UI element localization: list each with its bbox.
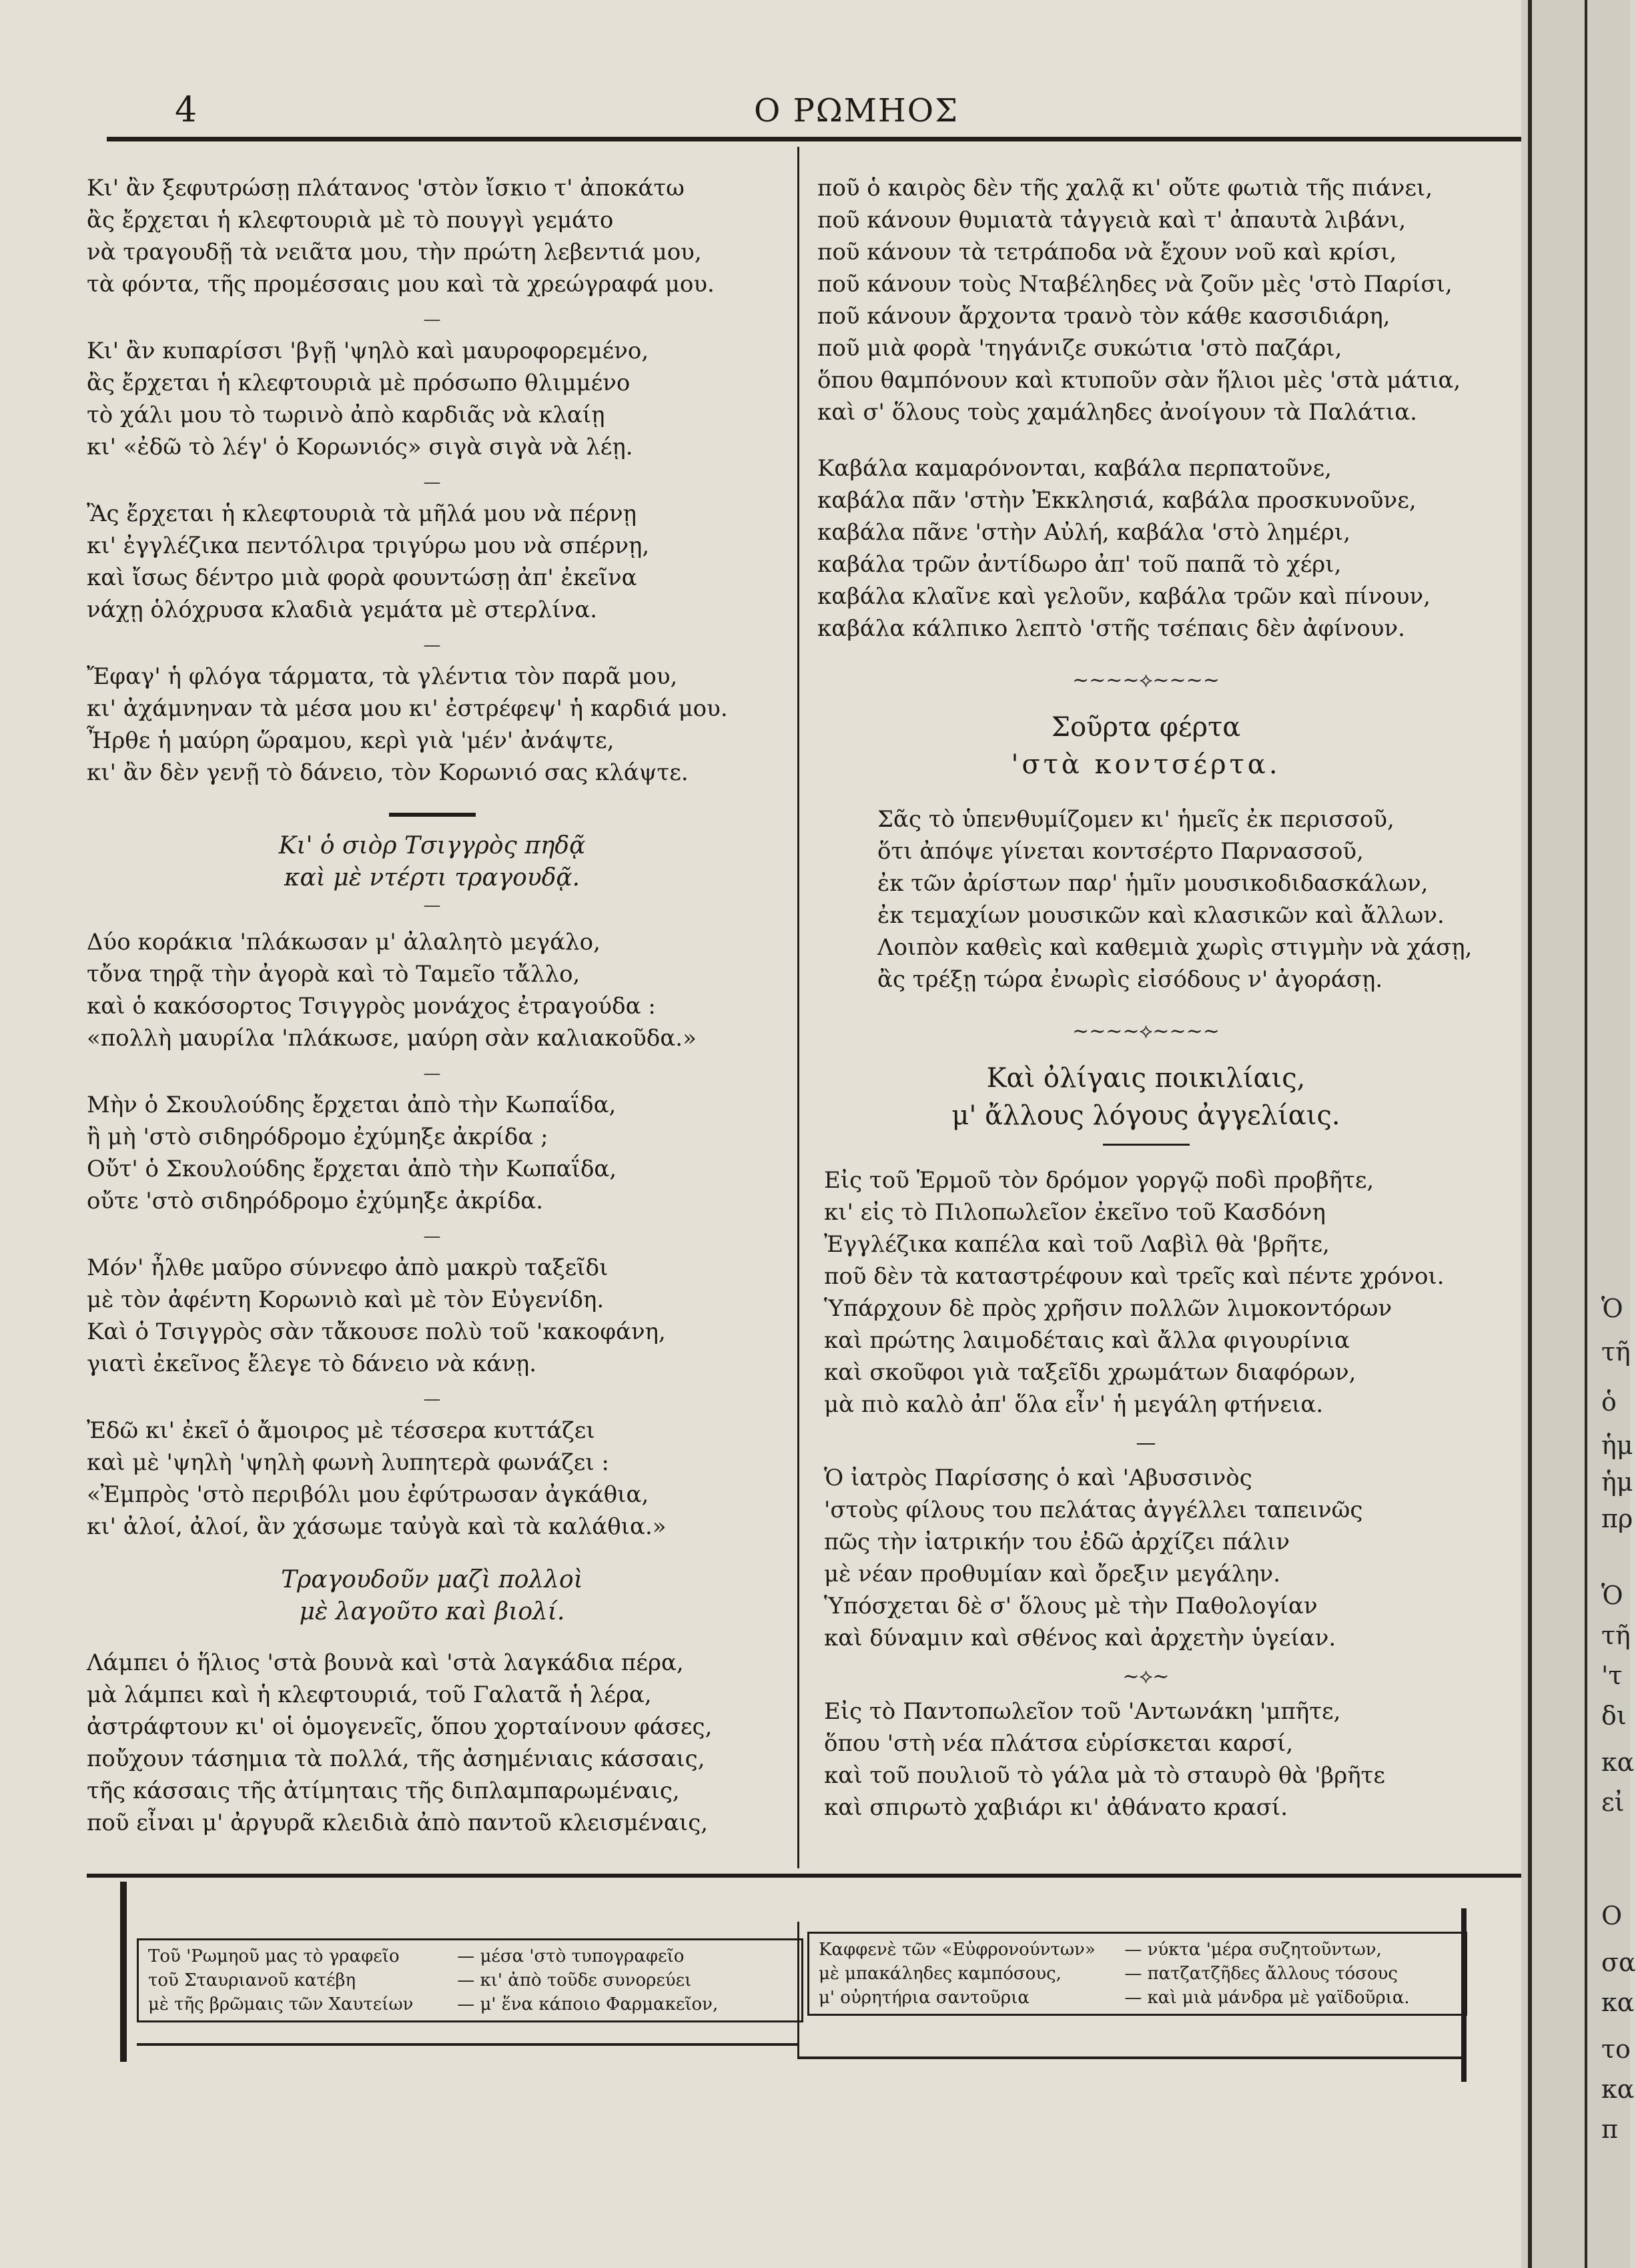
- ad-divider: ~⟡~: [1122, 1665, 1170, 1688]
- text-line: κι' ἀλοί, ἀλοί, ἂν χάσωμε ταὐγὰ καὶ τὰ καλάθια.»: [87, 1513, 667, 1540]
- stanza: [87, 1647, 777, 1839]
- stanza-dash: —: [423, 635, 441, 655]
- text-line: ἀστράφτουν κι' οἱ ὁμογενεῖς, ὅπου χορταίνουν φάσες,: [87, 1714, 713, 1740]
- footer-box-cell: Τοῦ 'Ρωμηοῦ μας τὸ γραφεῖο: [148, 1946, 400, 1966]
- poem-section: [817, 172, 1475, 645]
- edge-fragment: ὁ: [1601, 1387, 1617, 1417]
- text-line: ποῦ κάνουν τὰ τετράποδα νὰ ἔχουν νοῦ καὶ κρίσι,: [817, 239, 1397, 266]
- text-line: Σᾶς τὸ ὑπενθυμίζομεν κι' ἡμεῖς ἐκ περισσοῦ,: [877, 806, 1394, 833]
- edge-fragment: κα: [1601, 1988, 1635, 2017]
- footer-box-row: [148, 1992, 792, 2016]
- section-bar: [389, 813, 476, 817]
- text-line: καὶ σκοῦφοι γιὰ ταξεῖδι χρωμάτων διαφόρων,: [824, 1359, 1356, 1386]
- text-line: νὰ τραγουδῇ τὰ νειᾶτα μου, τὴν πρώτη λεβεντιά μου,: [87, 239, 702, 266]
- text-line: ἂς ἔρχεται ἡ κλεφτουριὰ μὲ πρόσωπο θλιμμένο: [87, 370, 631, 396]
- text-line: ποῦ κάνουν τοὺς Νταβέληδες νὰ ζοῦν μὲς 'στὸ Παρίσι,: [817, 271, 1453, 298]
- footer-box-row: [819, 1962, 1456, 1986]
- section-title: [817, 1060, 1475, 1134]
- stanza-dash: —: [423, 310, 441, 330]
- stanza-dash: —: [423, 1064, 441, 1084]
- text-line: Ἔφαγ' ἡ φλόγα τάρματα, τὰ γλέντια τὸν παρᾶ μου,: [87, 663, 678, 690]
- edge-fragment: κα: [1601, 1748, 1635, 1777]
- edge-fragment: π: [1601, 2115, 1618, 2144]
- text-line: καὶ ἴσως δέντρο μιὰ φορὰ φουντώσῃ ἀπ' ἐκεῖνα: [87, 564, 637, 591]
- text-line: μὰ πιὸ καλὸ ἀπ' ὅλα εἶν' ἡ μεγάλη φτήνεια.: [824, 1391, 1324, 1418]
- text-line: τὰ φόντα, τῆς προμέσσαις μου καὶ τὰ χρεώγραφά μου.: [87, 271, 715, 298]
- footer-box-row: [819, 1938, 1456, 1962]
- header-rule: [107, 137, 1521, 141]
- text-line: κι' ἐγγλέζικα πεντόλιρα τριγύρω μου νὰ σπέρνῃ,: [87, 532, 650, 559]
- footer-rule: [87, 1874, 1521, 1878]
- text-line: Κι' ἂν ξεφυτρώσῃ πλάτανος 'στὸν ἴσκιο τ' ἀποκάτω: [87, 175, 685, 202]
- stanza: [87, 1252, 777, 1380]
- text-line: Τραγουδοῦν μαζὶ πολλοὶ: [281, 1566, 583, 1593]
- text-line: καβάλα κάλπικο λεπτὸ 'στῆς τσέπαις δὲν ἀφίνουν.: [817, 615, 1405, 642]
- text-line: Μόν' ἦλθε μαῦρο σύννεφο ἀπὸ μακρὺ ταξεῖδι: [87, 1254, 608, 1281]
- poem-section: [87, 172, 777, 789]
- text-line: Καὶ ὀλίγαις ποικιλίαις,: [986, 1063, 1306, 1094]
- footer-box-left: [137, 1938, 803, 2022]
- edge-fragment: ἡμ: [1601, 1467, 1633, 1497]
- text-line: Κι' ὁ σιὸρ Τσιγγρὸς πηδᾷ: [278, 832, 586, 859]
- text-line: νάχῃ ὁλόχρυσα κλαδιὰ γεμάτα μὲ στερλίνα.: [87, 597, 598, 623]
- text-line: τῆς κάσσαις τῆς ἀτίμηταις τῆς διπλαμπαρωμέναις,: [87, 1778, 680, 1804]
- text-line: Οὔτ' ὁ Σκουλούδης ἔρχεται ἀπὸ τὴν Κωπαΐδα,: [87, 1156, 617, 1182]
- text-line: ἂς ἔρχεται ἡ κλεφτουριὰ μὲ τὸ πουγγὶ γεμάτο: [87, 207, 614, 234]
- poem-section: [87, 926, 777, 1543]
- edge-fragment: το: [1601, 2034, 1631, 2064]
- text-line: Εἰς τὸ Παντοπωλεῖον τοῦ 'Αντωνάκη 'μπῆτε,: [824, 1698, 1341, 1725]
- text-line: τὸ χάλι μου τὸ τωρινὸ ἀπὸ καρδιᾶς νὰ κλαίῃ: [87, 402, 605, 428]
- edge-fragment: Ὁ: [1601, 1294, 1623, 1323]
- text-line: ἐκ τῶν ἀρίστων παρ' ἡμῖν μουσικοδιδασκάλων,: [877, 870, 1428, 897]
- text-line: κι' ἂν δὲν γενῇ τὸ δάνειο, τὸν Κορωνιό σας κλάψτε.: [87, 759, 689, 786]
- text-line: Ἐδῶ κι' ἐκεῖ ὁ ἄμοιρος μὲ τέσσερα κυττάζει: [87, 1417, 595, 1444]
- text-line: μὰ λάμπει καὶ ἡ κλεφτουριά, τοῦ Γαλατᾶ ἡ λέρα,: [87, 1681, 652, 1708]
- edge-fragment: τῆ: [1601, 1337, 1631, 1367]
- stanza-dash: —: [423, 472, 441, 492]
- text-line: πῶς τὴν ἰατρικήν του ἐδῶ ἀρχίζει πάλιν: [824, 1529, 1290, 1555]
- footer-box-cell: — μέσα 'στὸ τυπογραφεῖο: [457, 1946, 685, 1966]
- footer-box-row: [819, 1986, 1456, 2010]
- stanza-dash: —: [423, 1226, 441, 1246]
- footer-box-cell: — νύκτα 'μέρα συζητοῦντων,: [1124, 1940, 1382, 1960]
- text-line: «πολλὴ μαυρίλα 'πλάκωσε, μαύρη σὰν καλιακοῦδα.»: [87, 1025, 697, 1052]
- advertisement: [817, 1164, 1475, 1421]
- text-line: Ἦρθε ἡ μαύρη ὥραμου, κερὶ γιὰ 'μέν' ἀνάψτε,: [87, 727, 615, 754]
- italic-caption: [87, 1564, 777, 1628]
- edge-fragment: πρ: [1601, 1504, 1633, 1533]
- text-line: ποῦ ὁ καιρὸς δὲν τῆς χαλᾷ κι' οὔτε φωτιὰ τῆς πιάνει,: [817, 175, 1433, 202]
- edge-fragment: σα: [1601, 1948, 1636, 1977]
- text-line: Λάμπει ὁ ἥλιος 'στὰ βουνὰ καὶ 'στὰ λαγκάδια πέρα,: [87, 1649, 684, 1676]
- edge-fragment: τῆ: [1601, 1621, 1631, 1650]
- footer-box-right: [807, 1932, 1467, 2016]
- text-line: Μὴν ὁ Σκουλούδης ἔρχεται ἀπὸ τὴν Κωπαΐδα,: [87, 1092, 617, 1118]
- footer-box-cell: — κι' ἀπὸ τοῦδε συνορεύει: [457, 1970, 692, 1990]
- edge-fragment: δι: [1601, 1701, 1627, 1730]
- text-line: Καὶ ὁ Τσιγγρὸς σὰν τἄκουσε πολὺ τοῦ 'κακοφάνη,: [87, 1318, 666, 1345]
- right-column: [817, 172, 1475, 1848]
- stanza: [817, 803, 1475, 996]
- text-line: ἢ μὴ 'στὸ σιδηρόδρομο ἐχύμηξε ἀκρίδα ;: [87, 1124, 548, 1150]
- text-line: ὅπου 'στὴ νέα πλάτσα εὑρίσκεται καρσί,: [824, 1730, 1294, 1757]
- stanza: [87, 1415, 777, 1543]
- text-line: 'στοὺς φίλους του πελάτας ἀγγέλλει ταπεινῶς: [824, 1497, 1363, 1523]
- text-line: κι' εἰς τὸ Πιλοπωλεῖον ἐκεῖνο τοῦ Κασδόνη: [824, 1199, 1326, 1226]
- text-line: καὶ ὁ κακόσορτος Τσιγγρὸς μονάχος ἐτραγούδα :: [87, 993, 656, 1020]
- text-line: Σοῦρτα φέρτα: [1051, 712, 1241, 743]
- text-line: καὶ σπιρωτὸ χαβιάρι κι' ἀθάνατο κρασί.: [824, 1794, 1288, 1821]
- footer-box-cell: — πατζατζῆδες ἄλλους τόσους: [1124, 1964, 1398, 1984]
- binding-line: [1528, 0, 1532, 2268]
- footer-box-cell: τοῦ Σταυριανοῦ κατέβη: [148, 1970, 356, 1990]
- text-line: Καβάλα καμαρόνονται, καβάλα περπατοῦνε,: [817, 455, 1332, 482]
- text-line: καβάλα πᾶν 'στὴν Ἐκκλησιά, καβάλα προσκυνοῦνε,: [817, 487, 1416, 514]
- footer-box-cell: — καὶ μιὰ μάνδρα μὲ γαϊδοῦρια.: [1124, 1988, 1410, 2008]
- footer-box-cell: Καφφενὲ τῶν «Εὐφρονούντων»: [819, 1940, 1096, 1960]
- stanza: [87, 926, 777, 1054]
- text-line: «Ἐμπρὸς 'στὸ περιβόλι μου ἐφύτρωσαν ἀγκάθια,: [87, 1481, 649, 1508]
- column-divider: [797, 147, 799, 1868]
- stanza-dash: —: [423, 1389, 441, 1409]
- advertisement: [817, 1695, 1475, 1824]
- text-line: ὅτι ἀπόψε γίνεται κοντσέρτο Παρνασσοῦ,: [877, 838, 1364, 865]
- text-line: καὶ πρώτης λαιμοδέταις καὶ ἄλλα φιγουρίνια: [824, 1327, 1350, 1354]
- text-line: καβάλα πᾶνε 'στὴν Αὐλή, καβάλα 'στὸ λημέρι,: [817, 519, 1351, 546]
- text-line: 'στὰ κοντσέρτα.: [1011, 749, 1281, 780]
- edge-fragment: ἡμ: [1601, 1431, 1633, 1460]
- text-line: γιατὶ ἐκεῖνος ἔλεγε τὸ δάνειο νὰ κάνῃ.: [87, 1351, 537, 1377]
- text-line: ποῦ κάνουν ἄρχοντα τρανὸ τὸν κάθε κασσιδιάρη,: [817, 303, 1390, 330]
- newspaper-title: Ο ΡΩΜΗΟΣ: [754, 92, 959, 129]
- text-line: Λοιπὸν καθεὶς καὶ καθεμιὰ χωρὶς στιγμὴν νὰ χάσῃ,: [877, 934, 1473, 961]
- text-line: κι' «ἐδῶ τὸ λέγ' ὁ Κορωνιός» σιγὰ σιγὰ νὰ λέῃ.: [87, 434, 633, 460]
- footer-box-row: [148, 1968, 792, 1992]
- text-line: μὲ νέαν προθυμίαν καὶ ὄρεξιν μεγάλην.: [824, 1561, 1281, 1587]
- text-line: ποῦ εἶναι μ' ἀργυρᾶ κλειδιὰ ἀπὸ παντοῦ κλεισμέναις,: [87, 1810, 709, 1836]
- stanza: [87, 335, 777, 463]
- text-line: Ὑπόσχεται δὲ σ' ὅλους μὲ τὴν Παθολογίαν: [824, 1593, 1318, 1619]
- text-line: Ὑπάρχουν δὲ πρὸς χρῆσιν πολλῶν λιμοκοντόρων: [824, 1295, 1392, 1322]
- text-line: Κι' ἂν κυπαρίσσι 'βγῇ 'ψηλὸ καὶ μαυροφορεμένο,: [87, 338, 649, 364]
- text-line: ποῦ δὲν τὰ καταστρέφουν καὶ τρεῖς καὶ πέντε χρόνοι.: [824, 1263, 1445, 1290]
- edge-fragment: κα: [1601, 2074, 1635, 2104]
- text-line: καὶ σ' ὅλους τοὺς χαμάληδες ἀνοίγουν τὰ Παλάτια.: [817, 399, 1417, 426]
- stanza: [87, 172, 777, 300]
- text-line: ὅπου θαμπόνουν καὶ κτυποῦν σὰν ἥλιοι μὲς 'στὰ μάτια,: [817, 367, 1461, 394]
- text-line: καὶ δύναμιν καὶ σθένος καὶ ἀρχετὴν ὑγείαν.: [824, 1625, 1336, 1651]
- poem-section: [87, 1647, 777, 1839]
- text-line: καβάλα κλαῖνε καὶ γελοῦν, καβάλα τρῶν καὶ πίνουν,: [817, 583, 1431, 610]
- text-line: μ' ἄλλους λόγους ἀγγελίαις.: [951, 1100, 1340, 1131]
- text-line: ἐκ τεμαχίων μουσικῶν καὶ κλασικῶν καὶ ἄλλων.: [877, 902, 1445, 929]
- text-line: τὄνα τηρᾷ τὴν ἀγορὰ καὶ τὸ Ταμεῖο τἄλλο,: [87, 961, 580, 988]
- text-line: μὲ λαγοῦτο καὶ βιολί.: [299, 1598, 565, 1625]
- text-line: κι' ἀχάμνηναν τὰ μέσα μου κι' ἐστρέφεψ' ἡ καρδιά μου.: [87, 695, 728, 722]
- text-line: Ἐγγλέζικα καπέλα καὶ τοῦ Λαβὶλ θὰ 'βρῆτε,: [824, 1231, 1330, 1258]
- footer-box-cell: μ' οὐρητήρια σαντοῦρια: [819, 1988, 1030, 2008]
- text-line: καὶ μὲ 'ψηλὴ 'ψηλὴ φωνὴ λυπητερὰ φωνάζει :: [87, 1449, 609, 1476]
- footer-box-cell: μὲ τῆς βρῶμαις τῶν Χαυτείων: [148, 1994, 414, 2014]
- text-line: καὶ μὲ ντέρτι τραγουδᾷ.: [284, 864, 580, 891]
- text-line: ποῦ μιὰ φορὰ 'τηγάνιζε συκώτια 'στὸ παζάρι,: [817, 335, 1342, 362]
- section-title: [817, 709, 1475, 783]
- stanza: [87, 1089, 777, 1217]
- text-line: Εἰς τοῦ Ἑρμοῦ τὸν δρόμον γοργῷ ποδὶ προβῆτε,: [824, 1167, 1374, 1194]
- text-line: Ἂς ἔρχεται ἡ κλεφτουριὰ τὰ μῆλά μου νὰ πέρνῃ: [87, 500, 637, 527]
- text-line: οὔτε 'στὸ σιδηρόδρομο ἐχύμηξε ἀκρίδα.: [87, 1188, 544, 1214]
- advertisements: [817, 1164, 1475, 1824]
- edge-fragment: Ο: [1601, 1901, 1623, 1930]
- ad-divider: —: [1136, 1431, 1156, 1455]
- text-line: μὲ τὸν ἀφέντη Κορωνιὸ καὶ μὲ τὸν Εὐγενίδη.: [87, 1286, 604, 1313]
- notice-concert: [817, 803, 1475, 996]
- edge-fragment: εἰ: [1601, 1788, 1625, 1817]
- stanza: [87, 661, 777, 789]
- stanza: [87, 498, 777, 626]
- footer-box-row: [148, 1944, 792, 1968]
- section-bar: [1103, 1144, 1190, 1146]
- text-line: καὶ τοῦ πουλιοῦ τὸ γάλα μὰ τὸ σταυρὸ θὰ 'βρῆτε: [824, 1762, 1385, 1789]
- text-line: ἂς τρέξῃ τώρα ἐνωρὶς εἰσόδους ν' ἀγοράσῃ.: [877, 966, 1383, 993]
- italic-caption: [87, 830, 777, 894]
- left-column: Κι' ἂν ξεφυτρώσῃ πλάτανος 'στὸν ἴσκιο τ' ἀποκάτω ἂς ἔρχεται ἡ κλεφτουριὰ μὲ τὸ πουγγὶ γεμάτο νὰ τραγουδῇ τὰ νειᾶτα μου, τὴν πρώτη λεβεντιά μου, τὰ φόντα, τῆς προμέσσαις μου καὶ τὰ χρεώγραφά μου. — Κι' ἂν κυπαρίσσι 'βγῇ 'ψηλὸ καὶ μαυροφορεμένο, ἂς ἔρχεται ἡ κλεφτουριὰ μὲ πρόσωπο θλιμμένο τὸ χάλι μου τὸ τωρινὸ ἀπὸ καρδιᾶς νὰ κλαίῃ κι' «ἐδῶ τὸ λέγ' ὁ Κορωνιός» σιγὰ σιγὰ νὰ λέῃ. — Ἂς ἔρχεται ἡ κλεφτουριὰ τὰ μῆλά μου νὰ πέρνῃ κι' ἐγγλέζικα πεντόλιρα τριγύρω μου νὰ σπέρνῃ, καὶ ἴσως δέντρο μιὰ φορὰ φουντώσῃ ἀπ' ἐκεῖνα νάχῃ ὁλόχρυσα κλαδιὰ γεμάτα μὲ στερλίνα. — Ἔφαγ' ἡ φλόγα τάρματα, τὰ γλέντια τὸν παρᾶ μου, κι' ἀχάμνηναν τὰ μέσα μου κι' ἐστρέφεψ' ἡ καρδιά μου. Ἦρθε ἡ μαύρη ὥραμου, κερὶ γιὰ 'μέν' ἀνάψτε, κι' ἂν δὲν γενῇ τὸ δάνειο, τὸν Κορωνιό σας κλάψτε. Κι' ὁ σιὸρ Τσιγγρὸς πηδᾷ καὶ μὲ ντέρτι τραγουδᾷ. — Δύο κοράκια 'πλάκωσαν μ' ἀλαλητὸ μεγάλο, τὄνα τηρᾷ τὴν ἀγορὰ καὶ τὸ Ταμεῖο τἄλλο, καὶ ὁ κακόσορτος Τσιγγρὸς μονάχος ἐτραγούδα : «πολλὴ μαυρίλα 'πλάκωσε, μαύρη σὰν καλιακοῦδα.» — Μὴν ὁ Σκουλούδης ἔρχεται ἀπὸ τὴν Κωπαΐδα, ἢ μὴ 'στὸ σιδηρόδρομο ἐχύμηξε ἀκρίδα ; Οὔτ' ὁ Σκουλούδης ἔρχεται ἀπὸ τὴν Κωπαΐδα, οὔτε 'στὸ σιδηρόδρομο ἐχύμηξε ἀκρίδα. — Μόν' ἦλθε μαῦρο σύννεφο ἀπὸ μακρὺ ταξεῖδι μὲ τὸν ἀφέντη Κορωνιὸ καὶ μὲ τὸν Εὐγενίδη. Καὶ ὁ Τσιγγρὸς σὰν τἄκουσε πολὺ τοῦ 'κακοφάνη, γιατὶ ἐκεῖνος ἔλεγε τὸ δάνειο νὰ κάνῃ. — Ἐδῶ κι' ἐκεῖ ὁ ἄμοιρος μὲ τέσσερα κυττάζει καὶ μὲ 'ψηλὴ 'ψηλὴ φωνὴ λυπητερὰ φωνάζει : «Ἐμπρὸς 'στὸ περιβόλι μου ἐφύτρωσαν ἀγκάθια, κι' ἀλοί, ἀλοί, ἂν χάσωμε ταὐγὰ καὶ τὰ καλάθια.» Τραγουδοῦν μαζὶ πολλοὶ μὲ λαγοῦτο καὶ βιολί. Λάμπει ὁ ἥλιος 'στὰ βουνὰ καὶ 'στὰ λαγκάδια πέρα, μὰ λάμπει καὶ ἡ κλεφτουριά, τοῦ Γαλατᾶ ἡ λέρα, ἀστράφτουν κι' οἱ ὁμογενεῖς, ὅπου χορταίνουν φάσες, ποὔχουν τάσημια τὰ πολλά, τῆς ἀσημένιαις κάσσαις, τῆς κάσσαις τῆς ἀτίμηταις τῆς διπλαμπαρωμέναις, ποῦ εἶναι μ' ἀργυρᾶ κλειδιὰ ἀπὸ παντοῦ κλεισμέναις,: [87, 172, 777, 1863]
- stanza: [817, 452, 1475, 645]
- edge-fragment: Ὁ: [1601, 1581, 1623, 1610]
- text-line: Ὁ ἰατρὸς Παρίσσης ὁ καὶ 'Αβυσσινὸς: [824, 1465, 1252, 1491]
- footer-box-cell: μὲ μπακάληδες καμπόσους,: [819, 1964, 1062, 1984]
- edge-fragment: 'τ: [1601, 1661, 1623, 1690]
- stanza: [817, 172, 1475, 428]
- advertisement: [817, 1462, 1475, 1654]
- text-line: Δύο κοράκια 'πλάκωσαν μ' ἀλαλητὸ μεγάλο,: [87, 929, 600, 956]
- ornament-divider: ~~~~⟡~~~~: [1072, 1020, 1220, 1043]
- text-line: ποὔχουν τάσημια τὰ πολλά, τῆς ἀσημένιαις κάσσαις,: [87, 1746, 705, 1772]
- page-number: 4: [175, 90, 197, 130]
- ornament-divider: ~~~~⟡~~~~: [1072, 669, 1220, 692]
- footer-box-cell: — μ' ἕνα κάποιο Φαρμακεῖον,: [457, 1994, 719, 2014]
- text-line: καβάλα τρῶν ἀντίδωρο ἀπ' τοῦ παπᾶ τὸ χέρι,: [817, 551, 1342, 578]
- text-line: ποῦ κάνουν θυμιατὰ τἀγγειὰ καὶ τ' ἀπαυτὰ λιβάνι,: [817, 207, 1406, 234]
